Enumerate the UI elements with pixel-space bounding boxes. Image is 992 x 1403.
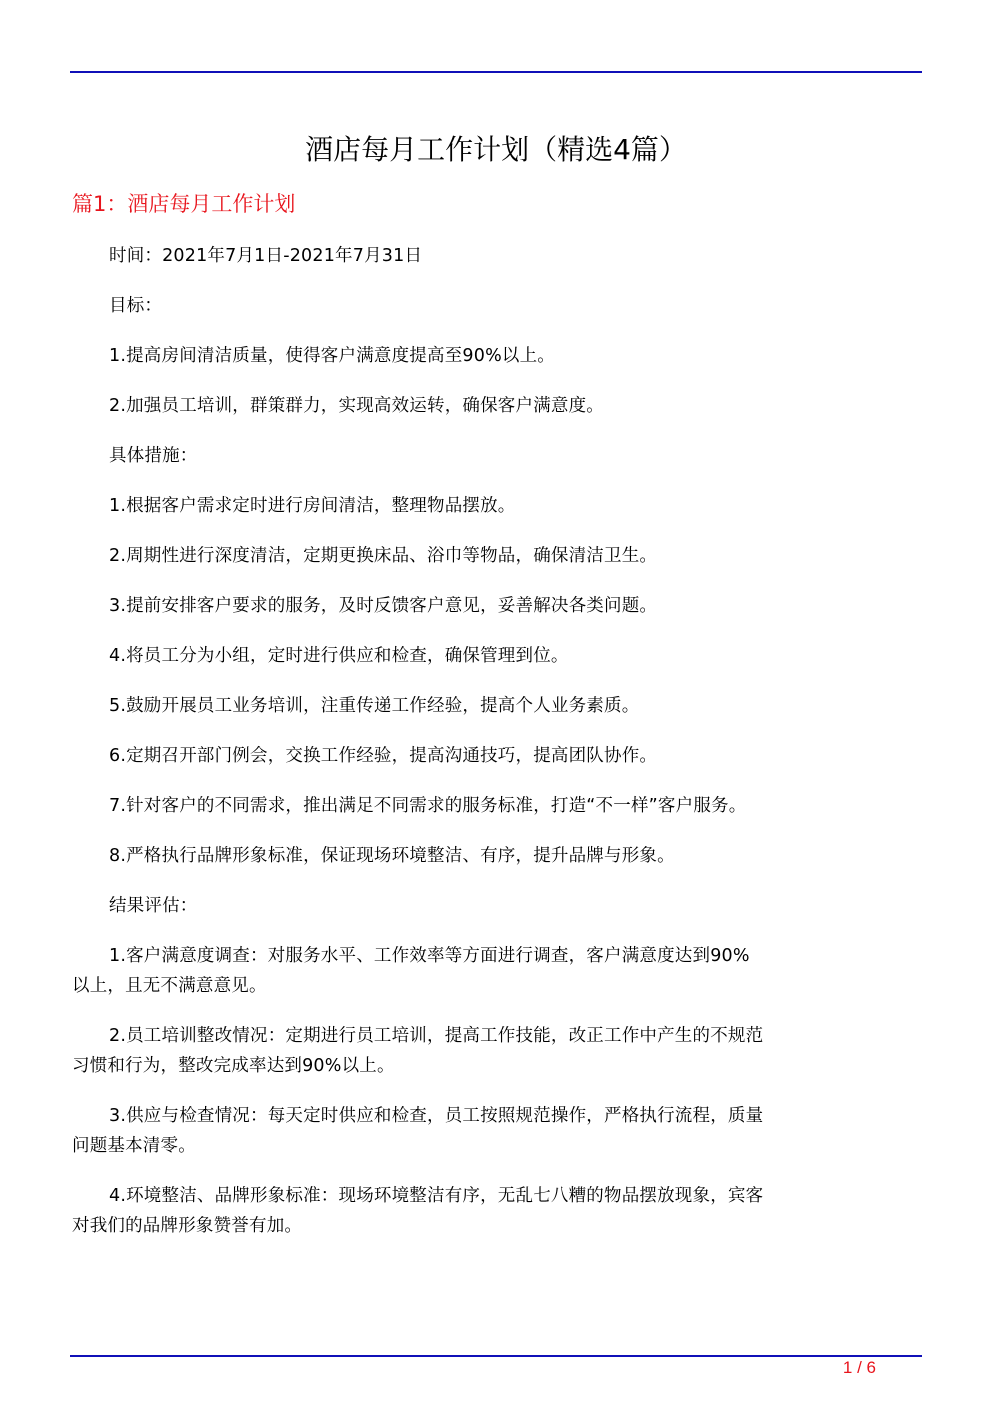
paragraph: 1.客户满意度调查：对服务水平、工作效率等方面进行调查，客户满意度达到90%以上，且无不满意意见。 (72, 946, 750, 996)
paragraph: 时间：2021年7月1日-2021年7月31日 (109, 246, 423, 266)
paragraph: 2.员工培训整改情况：定期进行员工培训，提高工作技能，改正工作中产生的不规范习惯和行为，整改完成率达到90%以上。 (72, 1026, 764, 1076)
paragraph: 目标： (109, 296, 163, 316)
paragraph: 6.定期召开部门例会，交换工作经验，提高沟通技巧，提高团队协作。 (109, 746, 658, 766)
paragraph: 结果评估： (109, 896, 198, 916)
document-title: 酒店每月工作计划（精选4篇） (305, 133, 687, 166)
page-number: 1 / 6 (842, 1358, 876, 1377)
paragraph: 5.鼓励开展员工业务培训，注重传递工作经验，提高个人业务素质。 (109, 696, 640, 716)
paragraph: 7.针对客户的不同需求，推出满足不同需求的服务标准，打造“不一样”客户服务。 (109, 796, 747, 816)
paragraph: 1.根据客户需求定时进行房间清洁，整理物品摆放。 (109, 496, 516, 516)
paragraph: 2.周期性进行深度清洁，定期更换床品、浴巾等物品，确保清洁卫生。 (109, 546, 658, 566)
paragraph: 具体措施： (109, 446, 198, 466)
footer-rule (70, 1355, 922, 1357)
header-rule (70, 71, 922, 73)
paragraph: 1.提高房间清洁质量，使得客户满意度提高至90%以上。 (109, 346, 555, 366)
paragraph: 4.环境整洁、品牌形象标准：现场环境整洁有序，无乱七八糟的物品摆放现象，宾客对我们的品牌形象赞誉有加。 (72, 1186, 764, 1236)
section-heading: 篇1：酒店每月工作计划 (72, 192, 296, 216)
paragraph: 2.加强员工培训，群策群力，实现高效运转，确保客户满意度。 (109, 396, 604, 416)
paragraph: 3.提前安排客户要求的服务，及时反馈客户意见，妥善解决各类问题。 (109, 596, 658, 616)
paragraph: 8.严格执行品牌形象标准，保证现场环境整洁、有序，提升品牌与形象。 (109, 846, 675, 866)
paragraph: 4.将员工分为小组，定时进行供应和检查，确保管理到位。 (109, 646, 569, 666)
document-body (72, 241, 764, 1261)
paragraph: 3.供应与检查情况：每天定时供应和检查，员工按照规范操作，严格执行流程，质量问题基本清零。 (72, 1106, 764, 1156)
